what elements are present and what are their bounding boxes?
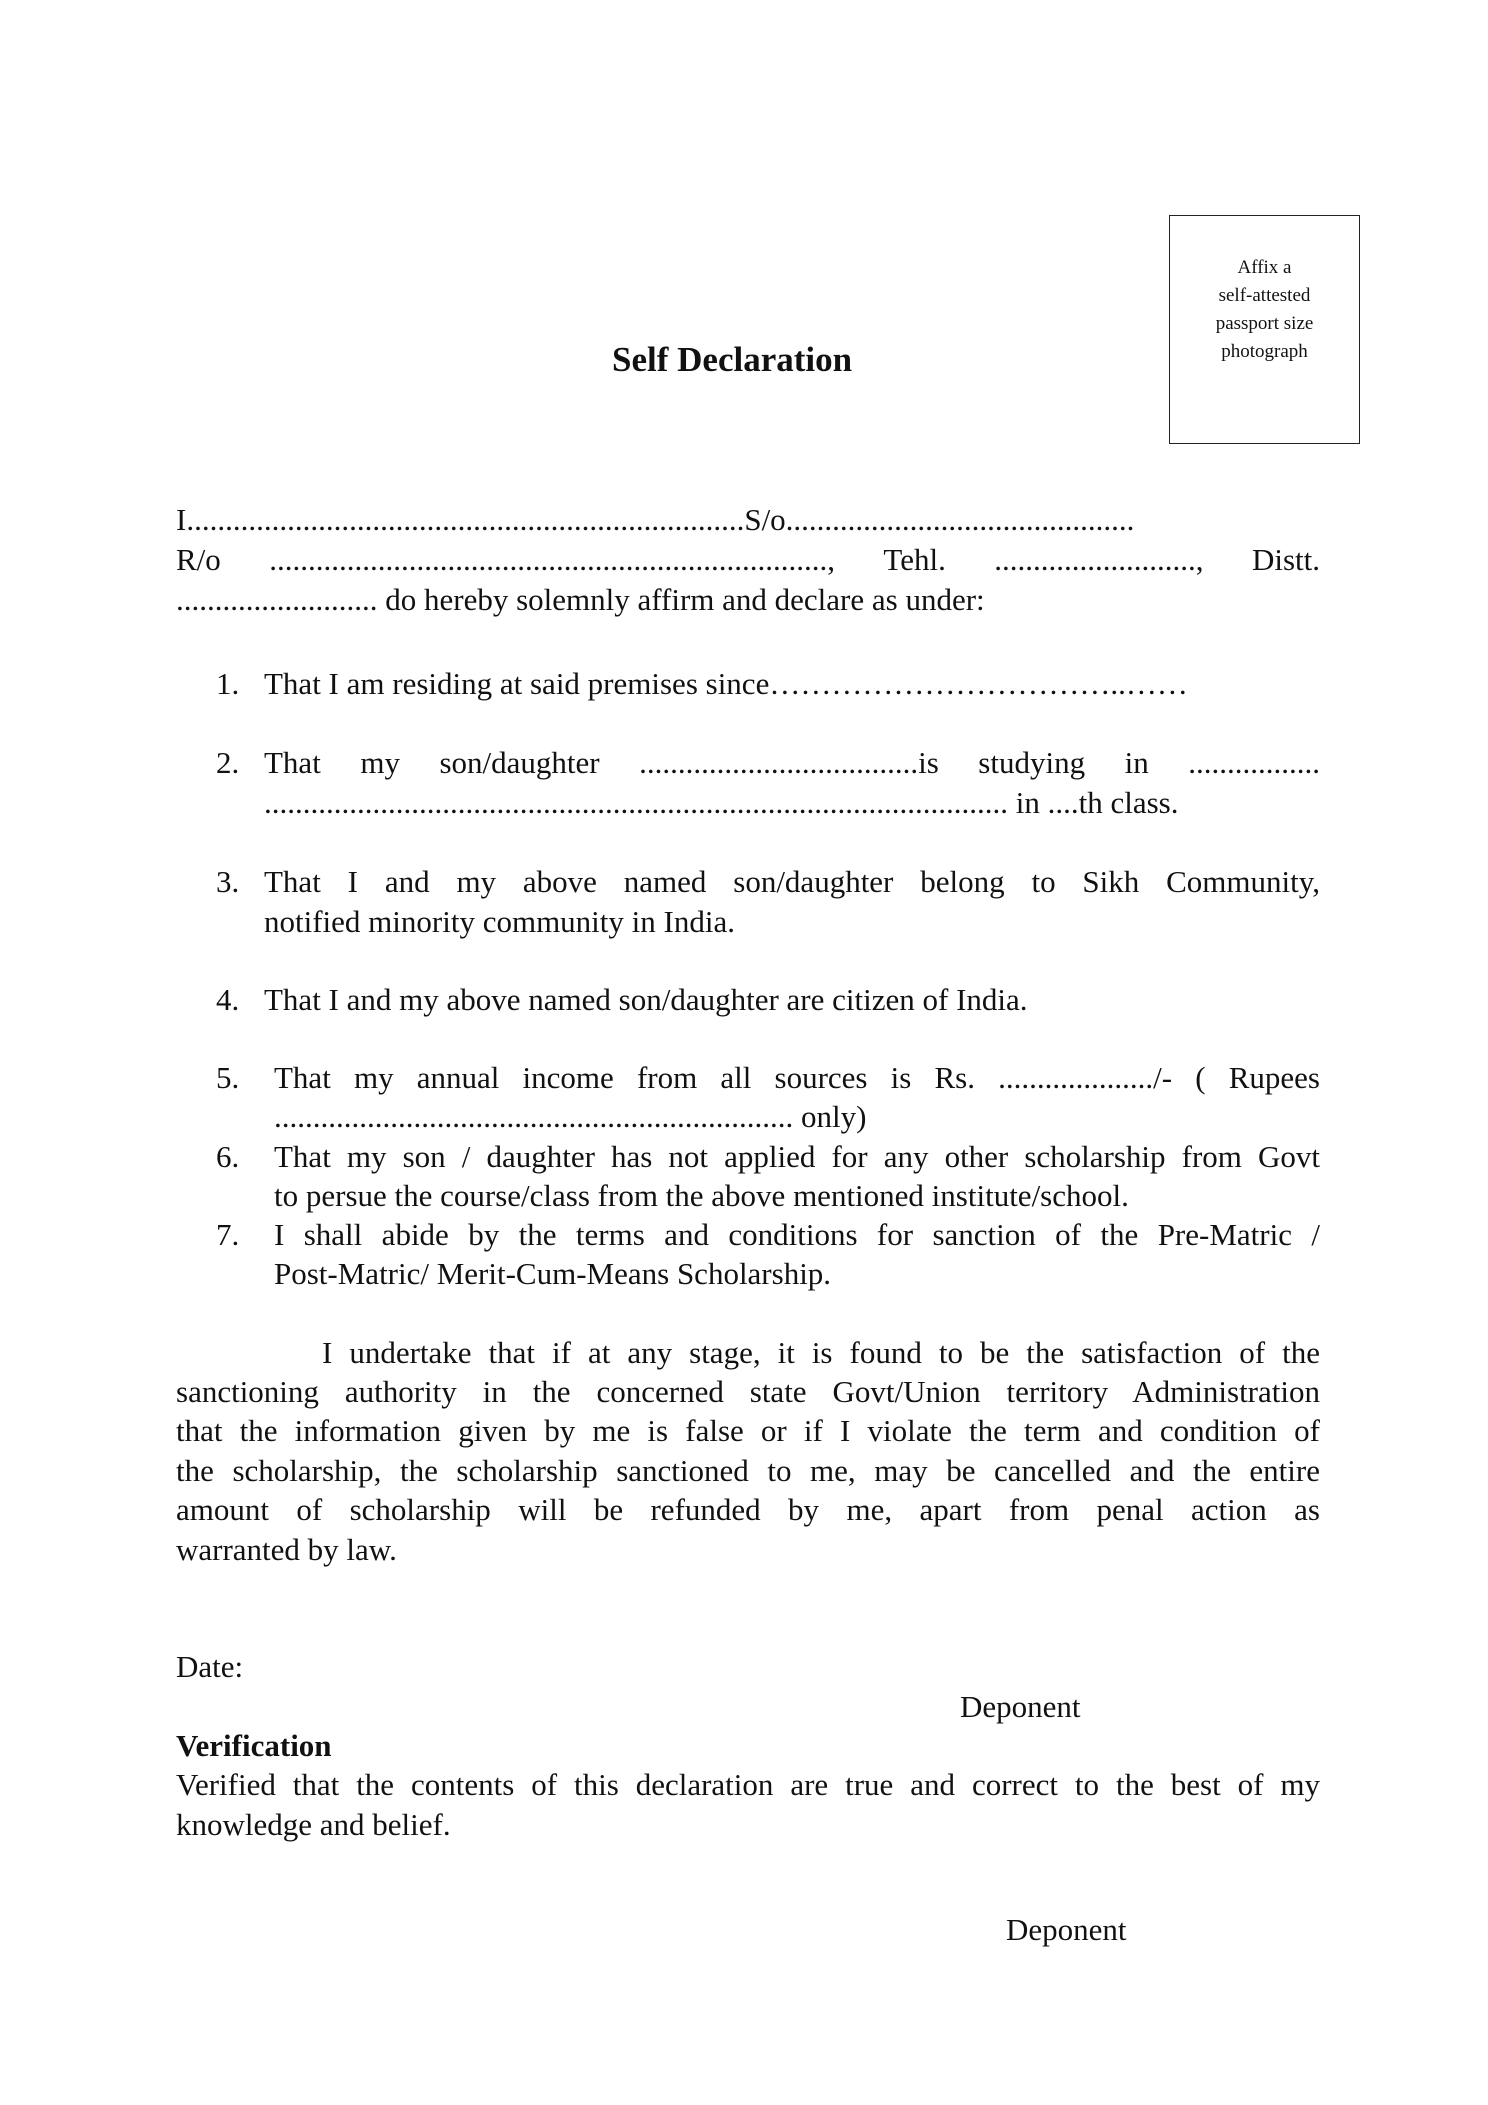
deponent-signature-label: Deponent — [960, 1689, 1081, 1724]
item-number: 5. — [216, 1060, 240, 1095]
undertaking-line: sanctioning authority in the concerned state Govt/Union territory Administration — [176, 1374, 1320, 1409]
item-7-line-1: I shall abide by the terms and conditions for sanction of the Pre-Matric / — [274, 1217, 1320, 1252]
page-title: Self Declaration — [612, 340, 853, 379]
item-number: 6. — [216, 1139, 240, 1174]
item-number: 4. — [216, 982, 240, 1017]
item-7-line-2: Post-Matric/ Merit-Cum-Means Scholarship. — [274, 1256, 832, 1291]
intro-line-2 — [176, 540, 1320, 580]
item-2-line-2: ................................................................................................ in ....th class. — [264, 785, 1179, 820]
verification-line-1: Verified that the contents of this declaration are true and correct to the best of my — [176, 1767, 1320, 1802]
item-number: 1. — [216, 666, 240, 701]
verification-line-2: knowledge and belief. — [176, 1807, 451, 1842]
intro-resident-label: R/o — [176, 542, 221, 577]
undertaking-line: amount of scholarship will be refunded by me, apart from penal action as — [176, 1492, 1320, 1527]
item-1-text: That I am residing at said premises since……………………………..…… — [264, 666, 1188, 701]
item-number: 2. — [216, 745, 240, 780]
item-2-line-1: That my son/daughter ....................................is studying in ................. — [264, 745, 1320, 780]
item-5-line-2: ................................................................... only) — [274, 1099, 867, 1134]
deponent-verification-label: Deponent — [1006, 1912, 1127, 1947]
item-6-line-2: to persue the course/class from the above mentioned institute/school. — [274, 1178, 1129, 1213]
intro-line-1: I........................................................................S/o............................................. — [176, 502, 1135, 537]
photo-line: self-attested — [1218, 285, 1311, 306]
intro-resident-blank: ........................................................................, — [269, 542, 835, 577]
item-4-text: That I and my above named son/daughter are citizen of India. — [264, 982, 1028, 1017]
item-number: 3. — [216, 864, 240, 899]
photo-line: Affix a — [1237, 257, 1292, 278]
intro-line-3: .......................... do hereby solemnly affirm and declare as under: — [176, 582, 985, 617]
undertaking-line: warranted by law. — [176, 1532, 397, 1567]
item-3-line-1: That I and my above named son/daughter belong to Sikh Community, — [264, 864, 1320, 899]
item-number: 7. — [216, 1217, 240, 1252]
item-5-line-1: That my annual income from all sources is Rs. ..................../- ( Rupees — [274, 1060, 1320, 1095]
intro-district-label: Distt. — [1251, 542, 1320, 577]
undertaking-line: the scholarship, the scholarship sanctioned to me, may be cancelled and the entire — [176, 1453, 1320, 1488]
item-3-line-2: notified minority community in India. — [264, 904, 735, 939]
undertaking-line: I undertake that if at any stage, it is found to be the satisfaction of the — [322, 1335, 1320, 1370]
date-label: Date: — [176, 1649, 244, 1684]
undertaking-line: that the information given by me is false or if I violate the term and condition of — [176, 1413, 1320, 1448]
intro-tehsil-blank: .........................., — [994, 542, 1204, 577]
item-6-line-1: That my son / daughter has not applied for any other scholarship from Govt — [274, 1139, 1320, 1174]
verification-heading: Verification — [176, 1728, 332, 1763]
photo-line: passport size — [1215, 313, 1314, 334]
photo-instructions — [1170, 254, 1359, 366]
photo-placeholder-box — [1169, 215, 1360, 444]
intro-tehsil-label: Tehl. — [883, 542, 946, 577]
photo-line: photograph — [1221, 341, 1308, 362]
